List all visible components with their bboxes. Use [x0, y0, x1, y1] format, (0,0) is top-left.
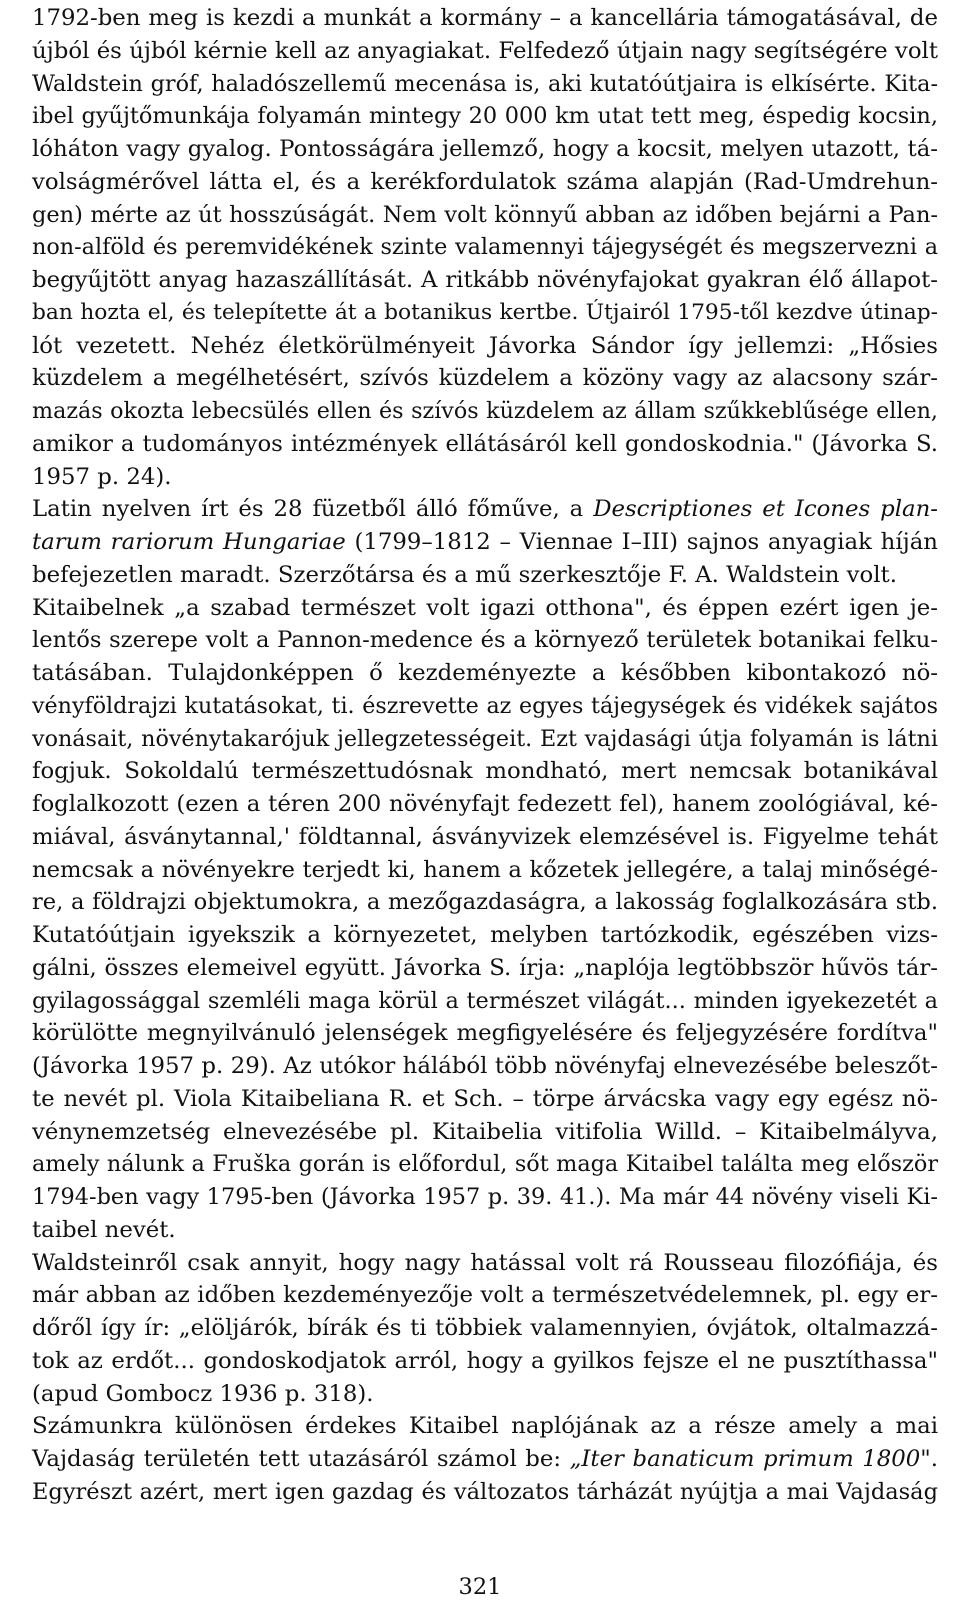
text-line: [32, 330, 938, 363]
text-line: [32, 1443, 938, 1476]
text-segment: 1792-ben meg is kezdi a munkát a kormány – a kancellária támogatásával, de: [32, 5, 938, 31]
text-segment: lentős szerepe volt a Pannon-medence és a környező területek botanikai felku-: [32, 627, 938, 654]
text-segment: volságmérővel látta el, és a kerékfordulatok száma alapján (Rad-Umdrehun-: [32, 168, 938, 195]
text-line: [32, 690, 938, 723]
text-line: [32, 1083, 938, 1116]
text-line: [32, 1279, 938, 1312]
text-line: [32, 1476, 938, 1509]
text-segment: lót vezetett. Nehéz életkörülményeit Jávorka Sándor így jellemzi: „Hősies: [32, 332, 938, 359]
text-line: [32, 1410, 938, 1443]
text-segment: vényföldrajzi kutatásokat, ti. észrevette az egyes tájegységek és vidékek sajátos: [32, 692, 938, 719]
text-line: [32, 821, 938, 854]
text-segment: körülötte megnyilvánuló jelenségek megfigyelésére és feljegyzésére fordítva": [32, 1020, 938, 1047]
text-segment: Egyrészt azért, mert igen gazdag és változatos tárházát nyújtja a mai Vajdaság: [32, 1478, 938, 1505]
text-line: [32, 755, 938, 788]
italic-text: „Iter banaticum primum 1800": [569, 1446, 931, 1472]
italic-text: Descriptiones et Icones plan-: [593, 496, 938, 523]
text-line: [32, 1050, 938, 1083]
text-segment: tok az erdőt... gondoskodjatok arról, hogy a gyilkos fejsze el ne pusztíthassa": [32, 1347, 938, 1374]
text-segment: gen) mérte az út hosszúságát. Nem volt könnyű abban az időben bejárni a Pan-: [32, 201, 938, 228]
text-line: [32, 133, 938, 166]
text-segment: Waldstein gróf, haladószellemű mecenása is, aki kutatóútjaira is elkísérte. Kita-: [32, 70, 938, 97]
text-segment: (Jávorka 1957 p. 29). Az utókor hálából több növényfaj elnevezésébe beleszőt-: [32, 1053, 938, 1079]
text-line: [32, 919, 938, 952]
text-line: [32, 1247, 938, 1280]
text-segment: (1799–1812 – Viennae I–III) sajnos anyagiak híján: [345, 529, 938, 555]
text-line: [32, 723, 938, 756]
text-segment: Latin nyelven írt és 28 füzetből álló főműve, a: [32, 496, 594, 523]
text-line: [32, 788, 938, 821]
text-segment: már abban az időben kezdeményezője volt a természetvédelemnek, pl. egy er-: [32, 1282, 938, 1309]
text-line: [32, 1116, 938, 1149]
text-segment: küzdelem a megélhetésért, szívós küzdelem a közöny vagy az alacsony szár-: [32, 365, 938, 392]
text-line: [32, 264, 938, 297]
text-line: [32, 1378, 938, 1411]
text-line: [32, 1345, 938, 1378]
text-line: [32, 559, 938, 592]
text-segment: te nevét pl. Viola Kitaibeliana R. et Sch. – törpe árvácska vagy egy egész nö-: [32, 1085, 938, 1112]
text-segment: Kutatóútjain igyekszik a környezetet, melyben tartózkodik, egészében vizs-: [32, 922, 938, 948]
text-segment: befejezetlen maradt. Szerzőtársa és a mű szerkesztője F. A. Waldstein volt.: [32, 561, 897, 588]
text-segment: Vajdaság területén tett utazásáról számol be:: [32, 1446, 570, 1472]
text-segment: vonásait, növénytakarójuk jellegzetességeit. Ezt vajdasági útja folyamán is látni: [32, 725, 938, 752]
text-segment: miával, ásványtannal,' földtannal, ásványvizek elemzésével is. Figyelme tehát: [32, 823, 938, 850]
text-line: [32, 985, 938, 1018]
text-segment: lóháton vagy gyalog. Pontosságára jellemző, hogy a kocsit, melyen utazott, tá-: [32, 136, 938, 162]
text-segment: nemcsak a növényekre terjedt ki, hanem a kőzetek jellegére, a talaj minőségé-: [32, 856, 938, 883]
text-line: [32, 1214, 938, 1247]
text-segment: amely nálunk a Fruška gorán is előfordul, sőt maga Kitaibel találta meg először: [32, 1151, 938, 1178]
text-line: [32, 592, 938, 625]
text-line: [32, 35, 938, 68]
text-segment: vénynemzetség elnevezésébe pl. Kitaibelia vitifolia Willd. – Kitaibelmályva,: [32, 1118, 938, 1145]
text-line: [32, 493, 938, 526]
text-line: [32, 624, 938, 657]
text-segment: ban hozta el, és telepítette át a botanikus kertbe. Útjairól 1795-től kezdve útinap-: [32, 299, 938, 325]
text-line: [32, 1181, 938, 1214]
text-line: [32, 395, 938, 428]
italic-text: tarum rariorum Hungariae: [32, 529, 346, 555]
text-line: [32, 657, 938, 690]
text-segment: ibel gyűjtőmunkája folyamán mintegy 20 000 km utat tett meg, éspedig kocsin,: [32, 103, 938, 130]
text-segment: Számunkra különösen érdekes Kitaibel naplójának az a része amely a mai: [32, 1413, 938, 1440]
text-line: [32, 1312, 938, 1345]
text-line: [32, 1148, 938, 1181]
text-segment: 1957 p. 24).: [32, 463, 172, 490]
text-line: [32, 199, 938, 232]
text-segment: dőről így ír: „elöljárók, bírák és ti többiek valamennyien, óvjátok, oltalmazzá-: [32, 1315, 938, 1341]
text-segment: fogjuk. Sokoldalú természettudósnak mondható, mert nemcsak botanikával: [32, 758, 938, 785]
text-line: [32, 1017, 938, 1050]
text-segment: mazás okozta lebecsülés ellen és szívós küzdelem az állam szűkkeblűsége ellen,: [32, 398, 938, 424]
text-segment: amikor a tudományos intézmények ellátásáról kell gondoskodnia." (Jávorka S.: [32, 430, 938, 457]
text-segment: .: [930, 1446, 938, 1472]
text-line: [32, 68, 938, 101]
text-line: [32, 362, 938, 395]
text-line: [32, 231, 938, 264]
text-segment: taibel nevét.: [32, 1216, 176, 1243]
text-segment: tatásában. Tulajdonképpen ő kezdeményezte a későbben kibontakozó nö-: [32, 660, 938, 686]
text-segment: (apud Gombocz 1936 p. 318).: [32, 1380, 374, 1407]
text-segment: begyűjtött anyag hazaszállítását. A ritkább növényfajokat gyakran élő állapot-: [32, 267, 938, 293]
text-segment: Kitaibelnek „a szabad természet volt igazi otthona", és éppen ezért igen je-: [32, 594, 938, 621]
text-line: [32, 297, 938, 330]
text-line: [32, 461, 938, 494]
text-line: [32, 886, 938, 919]
text-line: [32, 428, 938, 461]
text-segment: non-alföld és peremvidékének szinte valamennyi tájegységét és megszervezni a: [32, 234, 938, 261]
text-segment: 1794-ben vagy 1795-ben (Jávorka 1957 p. 39. 41.). Ma már 44 növény viseli Ki-: [32, 1184, 938, 1210]
body-text: [32, 2, 938, 1509]
page-number: 321: [458, 1574, 502, 1600]
text-segment: Waldsteinről csak annyit, hogy nagy hatással volt rá Rousseau filozófiája, és: [32, 1249, 938, 1276]
text-segment: re, a földrajzi objektumokra, a mezőgazdaságra, a lakosság foglalkozására stb.: [32, 889, 938, 916]
text-segment: gyilagossággal szemléli maga körül a természet világát... minden igyekezetét a: [32, 987, 938, 1014]
text-line: [32, 526, 938, 559]
text-line: [32, 952, 938, 985]
text-line: [32, 854, 938, 887]
text-line: [32, 166, 938, 199]
text-line: [32, 100, 938, 133]
text-segment: foglalkozott (ezen a téren 200 növényfajt fedezett fel), hanem zoológiával, ké-: [32, 791, 938, 817]
text-segment: újból és újból kérnie kell az anyagiakat. Felfedező útjain nagy segítségére volt: [32, 37, 938, 64]
text-line: [32, 2, 938, 35]
text-segment: gálni, összes elemeivel együtt. Jávorka S. írja: „naplója legtöbbször hűvös tár-: [32, 954, 938, 981]
